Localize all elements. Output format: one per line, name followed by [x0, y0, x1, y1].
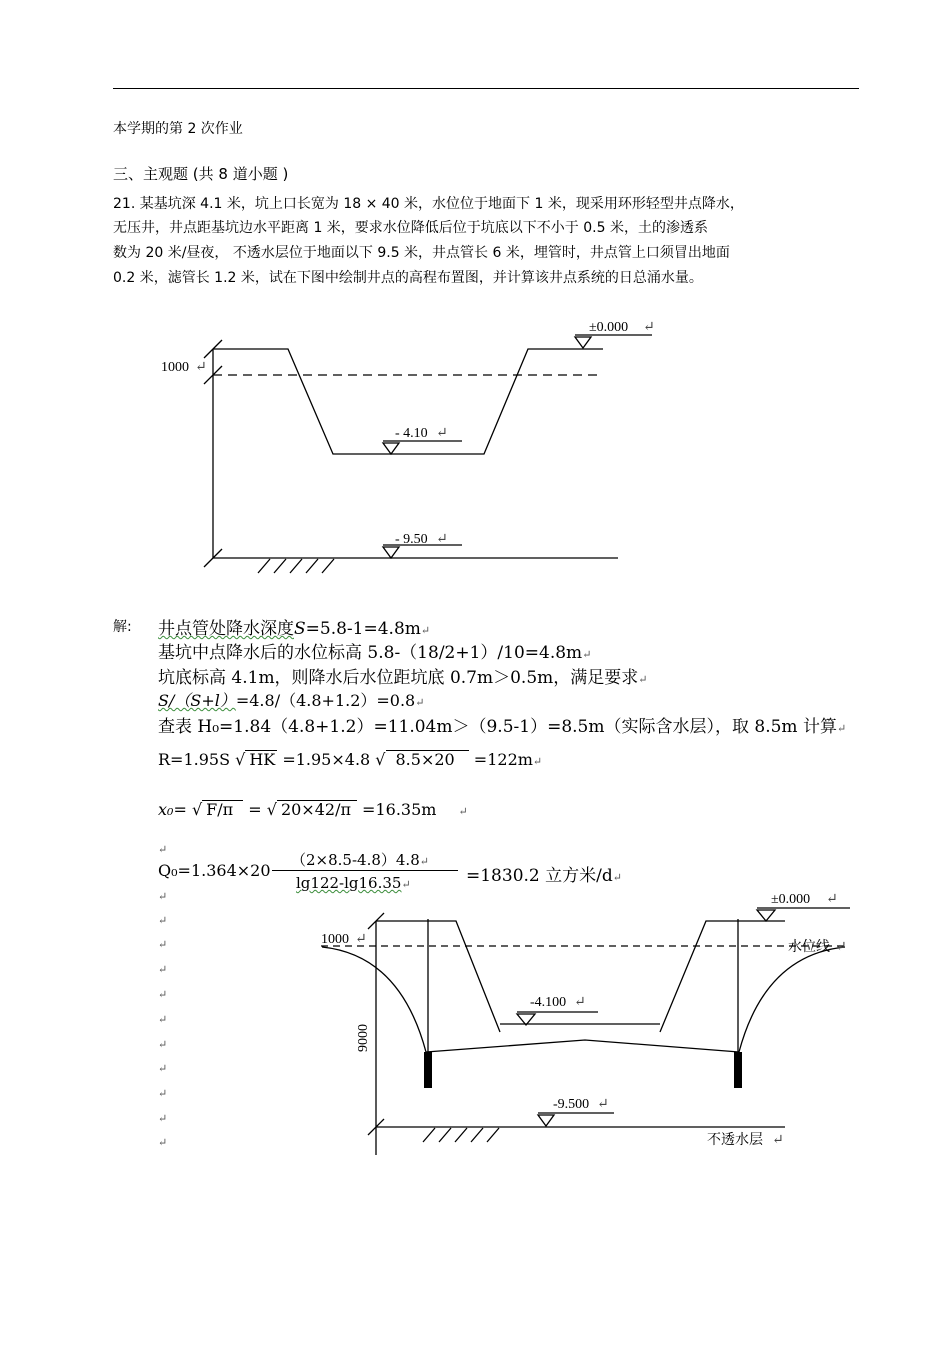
sqrt-term: 8.5×20 — [386, 750, 469, 769]
return-mark: ↵ — [638, 673, 648, 686]
return-mark: ↵ — [195, 360, 207, 375]
solution-var: S — [294, 619, 306, 639]
sqrt-term: F/π — [202, 800, 243, 819]
question-line: 21. 某基坑深 4.1 米，坑上口长宽为 18 × 40 米，水位位于地面下 1 米，现采用环形轻型井点降水， — [113, 196, 744, 212]
solution-text: 查表 H₀=1.84（4.8+1.2）=11.04m＞（9.5-1）=8.5m（实际含水层），取 8.5m 计算 — [158, 717, 837, 737]
return-mark: ↵ — [158, 1013, 168, 1026]
filter-pipe — [734, 1052, 742, 1088]
numerator-text: （2×8.5-4.8）4.8 — [291, 851, 420, 869]
solution-text: 基坑中点降水后的水位标高 5.8-（18/2+1）/10=4.8m — [158, 643, 583, 663]
height-dimension-label: 9000 — [356, 1024, 371, 1052]
return-mark: ↵ — [436, 426, 448, 441]
return-mark: ↵ — [597, 1097, 609, 1112]
return-mark: ↵ — [158, 914, 168, 927]
return-mark: ↵ — [532, 755, 543, 768]
formula-text: R=1.95S — [158, 750, 236, 769]
return-mark: ↵ — [158, 843, 168, 856]
pit-bottom-label: -4.100 — [530, 995, 567, 1010]
solution-var: S/（S+l） — [158, 691, 236, 710]
solution-expr: =4.8/（4.8+1.2）=0.8 — [235, 691, 416, 710]
return-mark: ↵ — [419, 855, 429, 868]
drawdown-curve — [739, 947, 845, 1052]
return-mark: ↵ — [158, 1087, 168, 1100]
ground-elevation-label: ±0.000 — [589, 320, 629, 335]
flow-formula-prefix: Q₀=1.364×20 — [158, 861, 271, 880]
return-mark: ↵ — [158, 1112, 168, 1125]
question-line: 数为 20 米/昼夜， 不透水层位于地面以下 9.5 米，井点管长 6 米，埋管时，井点管上口须冒出地面 — [113, 245, 730, 261]
return-mark: ↵ — [415, 696, 425, 709]
return-mark: ↵ — [582, 648, 592, 661]
return-mark: ↵ — [420, 624, 431, 637]
result-text: =1830.2 立方米/d — [466, 866, 613, 886]
formula-var: x₀ — [158, 800, 174, 819]
radius-formula: R=1.95S √ HK =1.95×4.8 √ 8.5×20 =122m↵ — [158, 750, 543, 769]
return-mark: ↵ — [158, 938, 168, 951]
formula-result: =16.35m — [356, 800, 437, 819]
solution-label: 解: — [113, 619, 132, 635]
return-mark: ↵ — [158, 890, 168, 903]
question-line: 无压井，井点距基坑边水平距离 1 米，要求水位降低后位于坑底以下不小于 0.5 米，土的渗透系 — [113, 220, 708, 236]
impermeable-elevation-label: -9.500 — [553, 1097, 590, 1112]
formula-text: = — [243, 800, 267, 819]
return-mark: ↵ — [436, 532, 448, 547]
pit-profile — [660, 921, 785, 1032]
return-mark: ↵ — [158, 1136, 168, 1149]
denominator-text: lg122-lg16.35 — [296, 874, 402, 892]
assignment-header: 本学期的第 2 次作业 — [113, 121, 243, 137]
return-mark: ↵ — [574, 995, 586, 1010]
solution-text: 坑底标高 4.1m，则降水后水位距坑底 0.7m＞0.5m，满足要求 — [158, 668, 639, 688]
impermeable-elevation-label: - 9.50 — [395, 532, 428, 547]
water-depth-label: 1000 — [161, 360, 189, 375]
pit-profile — [376, 921, 500, 1032]
section-title: 三、主观题 (共 8 道小题 ) — [113, 165, 289, 183]
water-depth-label: 1000 — [321, 932, 349, 947]
return-mark: ↵ — [643, 320, 655, 335]
formula-result: =122m — [468, 750, 533, 769]
formula-text: = — [173, 800, 192, 819]
return-mark: ↵ — [355, 932, 367, 947]
return-mark: ↵ — [612, 871, 622, 884]
solution-text: 井点管处降水深度 — [158, 619, 294, 639]
ground-elevation-label: ±0.000 — [771, 892, 811, 907]
return-mark: ↵ — [401, 878, 411, 891]
return-mark: ↵ — [458, 805, 468, 818]
formula-text: =1.95×4.8 — [277, 750, 376, 769]
return-mark: ↵ — [836, 722, 847, 735]
return-mark: ↵ — [158, 1038, 168, 1051]
return-mark: ↵ — [158, 963, 168, 976]
sqrt-term: 20×42/π — [277, 800, 357, 819]
return-mark: ↵ — [826, 892, 838, 907]
return-mark: ↵ — [158, 1062, 168, 1075]
return-mark: ↵ — [772, 1133, 784, 1148]
return-mark: ↵ — [158, 988, 168, 1001]
drawdown-curve — [322, 947, 426, 1052]
elevation-marker-icon — [757, 910, 775, 921]
solution-expr: =5.8-1=4.8m — [305, 619, 421, 639]
x0-formula: x₀= √ F/π = √ 20×42/π =16.35m ↵ — [158, 800, 468, 819]
elevation-marker-icon — [538, 1115, 554, 1126]
impermeable-layer-label: 不透水层 — [707, 1133, 763, 1148]
sqrt-term: HK — [245, 750, 277, 769]
return-mark: ↵ — [835, 940, 847, 955]
question-line: 0.2 米，滤管长 1.2 米，试在下图中绘制井点的高程布置图，并计算该井点系统的日总涌水量。 — [113, 270, 703, 286]
filter-pipe — [424, 1052, 432, 1088]
pit-bottom-label: - 4.10 — [395, 426, 428, 441]
water-line-label: 水位线 — [788, 940, 830, 955]
lowered-water-line — [426, 1040, 739, 1052]
